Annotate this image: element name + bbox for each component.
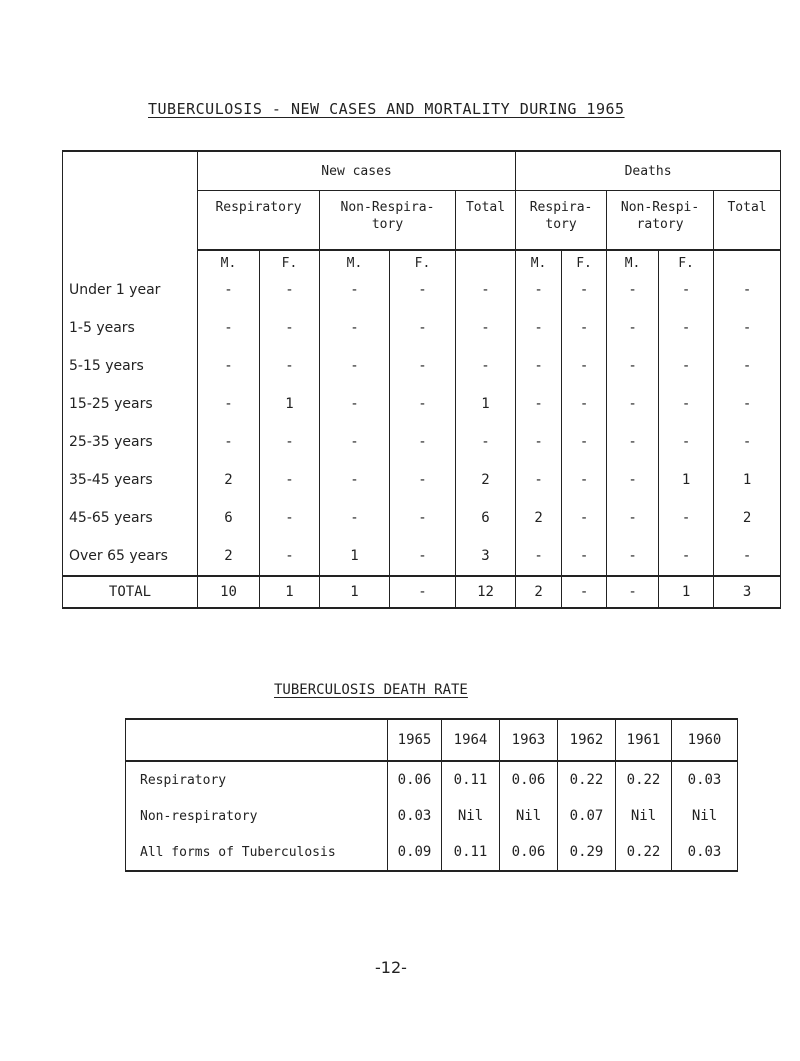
- row-label: 1-5 years: [63, 309, 198, 347]
- table-cell: -: [260, 271, 320, 309]
- table-cell: -: [516, 537, 562, 576]
- total-row: [63, 576, 781, 608]
- table-row: [63, 423, 781, 461]
- rate-cell: 0.06: [500, 761, 558, 798]
- table-cell: -: [714, 347, 781, 385]
- death-rate-table: [125, 718, 738, 872]
- table-cell: -: [390, 271, 456, 309]
- total-cell: 3: [714, 576, 781, 608]
- header-deaths-non-respiratory: Non-Respi- ratory: [607, 191, 714, 251]
- page-title: TUBERCULOSIS - NEW CASES AND MORTALITY DURING 1965: [148, 100, 625, 118]
- table-cell: -: [714, 423, 781, 461]
- table-cell: -: [260, 309, 320, 347]
- table-cell: -: [659, 423, 714, 461]
- table-cell: -: [260, 347, 320, 385]
- table-cell: -: [607, 423, 659, 461]
- table-cell: 6: [198, 499, 260, 537]
- sex-label-f: F.: [390, 250, 456, 271]
- rate-cell: 0.06: [500, 834, 558, 871]
- sex-label-f: F.: [659, 250, 714, 271]
- table-cell: -: [607, 309, 659, 347]
- table-cell: -: [562, 499, 607, 537]
- table-cell: -: [607, 537, 659, 576]
- table-cell: -: [607, 347, 659, 385]
- table-cell: 1: [260, 385, 320, 423]
- table-cell: -: [562, 385, 607, 423]
- table-cell: -: [198, 271, 260, 309]
- row-label: Respiratory: [126, 761, 388, 798]
- total-cell: 2: [516, 576, 562, 608]
- table-cell: -: [659, 309, 714, 347]
- table-cell: -: [320, 309, 390, 347]
- year-header-row: [126, 719, 738, 761]
- table-cell: -: [260, 499, 320, 537]
- table-cell: -: [562, 271, 607, 309]
- table-cell: -: [320, 499, 390, 537]
- page-number: -12-: [375, 958, 407, 977]
- table-row: [63, 347, 781, 385]
- row-label: Over 65 years: [63, 537, 198, 576]
- rate-cell: 0.09: [388, 834, 442, 871]
- table-cell: 3: [456, 537, 516, 576]
- corner-cell: [63, 151, 198, 191]
- rate-cell: 0.03: [672, 834, 738, 871]
- table-row: [63, 461, 781, 499]
- total-label: TOTAL: [63, 576, 198, 608]
- table-cell: -: [607, 499, 659, 537]
- table-cell: -: [456, 423, 516, 461]
- table-cell: 1: [714, 461, 781, 499]
- table-cell: -: [260, 461, 320, 499]
- table-cell: -: [659, 347, 714, 385]
- table-cell: -: [516, 423, 562, 461]
- sex-label-m: M.: [198, 250, 260, 271]
- header-new-respiratory: Respiratory: [198, 191, 320, 251]
- table-cell: 1: [659, 461, 714, 499]
- table-cell: -: [260, 423, 320, 461]
- table-row: [63, 537, 781, 576]
- table-row: [63, 499, 781, 537]
- total-cell: -: [390, 576, 456, 608]
- year-header: 1960: [672, 719, 738, 761]
- table-cell: -: [607, 461, 659, 499]
- table-cell: -: [260, 537, 320, 576]
- table-cell: -: [562, 461, 607, 499]
- table-cell: 2: [456, 461, 516, 499]
- total-cell: 10: [198, 576, 260, 608]
- table-cell: 2: [516, 499, 562, 537]
- table-cell: -: [390, 347, 456, 385]
- table-row: [126, 761, 738, 798]
- header-new-total: Total: [456, 191, 516, 251]
- table-row: [63, 309, 781, 347]
- row-label: All forms of Tuberculosis: [126, 834, 388, 871]
- rate-cell: Nil: [500, 798, 558, 834]
- table-cell: -: [198, 347, 260, 385]
- year-header: 1964: [442, 719, 500, 761]
- total-cell: 12: [456, 576, 516, 608]
- table-cell: 1: [456, 385, 516, 423]
- rate-cell: 0.11: [442, 761, 500, 798]
- table-cell: -: [659, 537, 714, 576]
- table-cell: -: [714, 385, 781, 423]
- table-row: [126, 798, 738, 834]
- table-cell: 1: [320, 537, 390, 576]
- header-new-non-respiratory: Non-Respira- tory: [320, 191, 456, 251]
- table-cell: -: [320, 385, 390, 423]
- table-cell: -: [562, 309, 607, 347]
- rate-cell: Nil: [616, 798, 672, 834]
- rate-cell: 0.06: [388, 761, 442, 798]
- rate-cell: Nil: [442, 798, 500, 834]
- table-cell: -: [456, 347, 516, 385]
- table-cell: -: [516, 271, 562, 309]
- table-cell: -: [516, 347, 562, 385]
- table-cell: -: [390, 499, 456, 537]
- table-row: [126, 834, 738, 871]
- table-cell: -: [198, 385, 260, 423]
- death-rate-title: TUBERCULOSIS DEATH RATE: [274, 682, 468, 698]
- table-cell: -: [390, 461, 456, 499]
- table-cell: -: [456, 271, 516, 309]
- table-cell: -: [562, 423, 607, 461]
- row-label: Under 1 year: [63, 271, 198, 309]
- table-cell: -: [562, 347, 607, 385]
- sex-label-m: M.: [516, 250, 562, 271]
- table-cell: -: [390, 423, 456, 461]
- table-cell: -: [390, 537, 456, 576]
- table-cell: -: [390, 309, 456, 347]
- table-cell: -: [320, 461, 390, 499]
- rate-cell: 0.07: [558, 798, 616, 834]
- row-label: 15-25 years: [63, 385, 198, 423]
- group-header-deaths: Deaths: [516, 151, 781, 191]
- rate-cell: 0.22: [616, 834, 672, 871]
- table-cell: -: [390, 385, 456, 423]
- sex-label-f: F.: [260, 250, 320, 271]
- table-cell: -: [516, 461, 562, 499]
- row-label: 25-35 years: [63, 423, 198, 461]
- table-cell: -: [320, 271, 390, 309]
- table-cell: -: [516, 309, 562, 347]
- total-cell: -: [562, 576, 607, 608]
- sex-header-row: [63, 250, 781, 271]
- table-cell: -: [659, 271, 714, 309]
- total-cell: 1: [260, 576, 320, 608]
- table-cell: -: [320, 347, 390, 385]
- table-cell: -: [562, 537, 607, 576]
- table-cell: -: [714, 271, 781, 309]
- row-label: Non-respiratory: [126, 798, 388, 834]
- table-cell: -: [714, 537, 781, 576]
- table-cell: -: [198, 423, 260, 461]
- table-cell: -: [659, 499, 714, 537]
- table-cell: 2: [198, 537, 260, 576]
- table-cell: -: [714, 309, 781, 347]
- table-cell: -: [198, 309, 260, 347]
- header-deaths-total: Total: [714, 191, 781, 251]
- group-header-new-cases: New cases: [198, 151, 516, 191]
- table-row: [63, 271, 781, 309]
- year-header: 1965: [388, 719, 442, 761]
- table-cell: -: [516, 385, 562, 423]
- rate-cell: Nil: [672, 798, 738, 834]
- table-cell: -: [607, 385, 659, 423]
- year-header: 1962: [558, 719, 616, 761]
- sex-label-m: M.: [320, 250, 390, 271]
- corner-cell: [126, 719, 388, 761]
- sex-label-f: F.: [562, 250, 607, 271]
- total-cell: 1: [320, 576, 390, 608]
- rate-cell: 0.03: [388, 798, 442, 834]
- total-cell: 1: [659, 576, 714, 608]
- sex-label-m: M.: [607, 250, 659, 271]
- new-cases-mortality-table: [62, 150, 781, 609]
- table-cell: -: [607, 271, 659, 309]
- table-cell: 2: [714, 499, 781, 537]
- rate-cell: 0.22: [616, 761, 672, 798]
- rate-cell: 0.03: [672, 761, 738, 798]
- total-cell: -: [607, 576, 659, 608]
- row-label: 35-45 years: [63, 461, 198, 499]
- row-label: 5-15 years: [63, 347, 198, 385]
- table-cell: 6: [456, 499, 516, 537]
- year-header: 1963: [500, 719, 558, 761]
- table-cell: -: [456, 309, 516, 347]
- table-cell: 2: [198, 461, 260, 499]
- table-row: [63, 385, 781, 423]
- rate-cell: 0.22: [558, 761, 616, 798]
- table-cell: -: [659, 385, 714, 423]
- header-deaths-respiratory: Respira- tory: [516, 191, 607, 251]
- rate-cell: 0.29: [558, 834, 616, 871]
- row-label: 45-65 years: [63, 499, 198, 537]
- year-header: 1961: [616, 719, 672, 761]
- rate-cell: 0.11: [442, 834, 500, 871]
- table-cell: -: [320, 423, 390, 461]
- corner-cell: [63, 191, 198, 251]
